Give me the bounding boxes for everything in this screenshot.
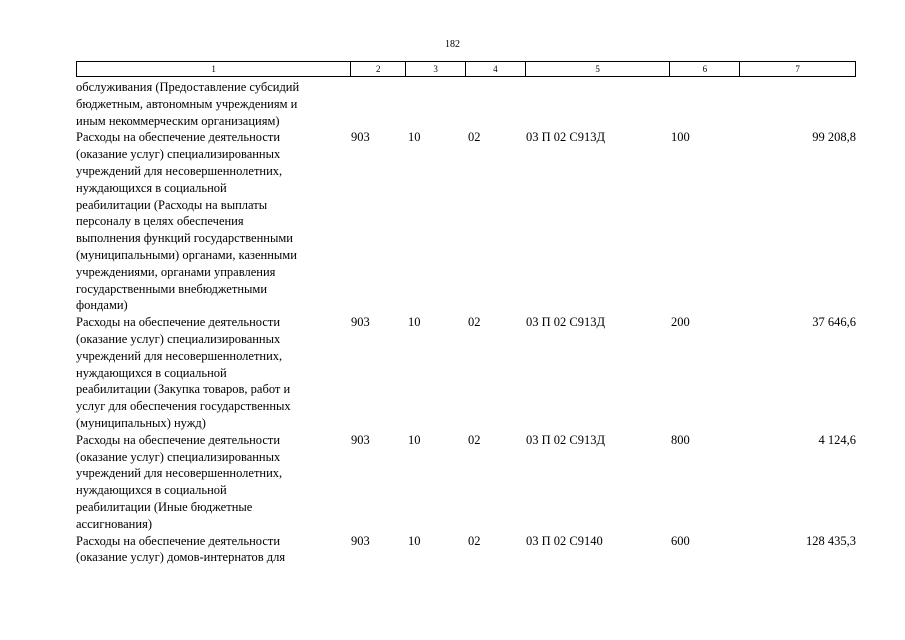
cell-subsection: 02 [468,130,481,145]
cell-section [406,79,466,129]
column-header-row [76,61,856,77]
cell-target-article: 03 П 02 С913Д [526,432,606,447]
cell-expense-type: 600 [671,533,690,548]
cell-amount [741,79,856,129]
column-header-6: 6 [670,62,740,76]
column-header-1: 1 [77,62,351,76]
row-description: Расходы на обеспечение деятельности (оказание услуг) специализированных учреждений для несовершеннолетних, нуждающихся в социальной реабилитации (Закупка товаров, работ и услуг для обеспечения государственных (муниципальных) нужд) [76,315,291,430]
cell-amount: 4 124,6 [818,432,856,447]
row-description: Расходы на обеспечение деятельности (оказание услуг) специализированных учреждений для несовершеннолетних, нуждающихся в социальной реабилитации (Иные бюджетные ассигнования) [76,432,283,531]
cell-ministry-code: 903 [351,315,370,330]
row-description: обслуживания (Предоставление субсидий бюджетным, автономным учреждениям и иным некоммерческим организациям) [76,80,300,128]
cell-target-article: 03 П 02 С9140 [526,533,603,548]
table-row [76,432,856,533]
cell-section: 10 [408,432,421,447]
cell-target-article: 03 П 02 С913Д [526,315,606,330]
cell-expense-type [671,79,741,129]
column-header-5: 5 [526,62,671,76]
cell-amount: 37 646,6 [812,315,856,330]
cell-expense-type: 800 [671,432,690,447]
cell-subsection [466,79,526,129]
cell-subsection: 02 [468,315,481,330]
cell-expense-type: 100 [671,130,690,145]
table-row [76,79,856,129]
column-header-4: 4 [466,62,526,76]
cell-ministry-code: 903 [351,130,370,145]
budget-table-body [76,79,856,566]
cell-target-article [526,79,671,129]
cell-section: 10 [408,533,421,548]
cell-section: 10 [408,130,421,145]
cell-subsection: 02 [468,533,481,548]
cell-amount: 99 208,8 [812,130,856,145]
column-header-3: 3 [406,62,466,76]
cell-ministry-code [351,79,406,129]
cell-amount: 128 435,3 [806,533,856,548]
table-row [76,129,856,314]
row-description: Расходы на обеспечение деятельности (оказание услуг) домов-интернатов для [76,533,286,565]
table-row [76,314,856,432]
cell-ministry-code: 903 [351,432,370,447]
column-header-7: 7 [795,64,800,74]
table-row [76,533,856,567]
cell-expense-type: 200 [671,315,690,330]
cell-section: 10 [408,315,421,330]
page-number: 182 [445,39,460,50]
column-header-2: 2 [351,62,406,76]
row-description: Расходы на обеспечение деятельности (оказание услуг) специализированных учреждений для несовершеннолетних, нуждающихся в социальной реабилитации (Расходы на выплаты персоналу в целях обеспечения выполнения функций государственными (муниципальными) органами, казенными учреждениями, органами управления государственными внебюджетными фондами) [76,130,297,313]
cell-subsection: 02 [468,432,481,447]
cell-ministry-code: 903 [351,533,370,548]
cell-target-article: 03 П 02 С913Д [526,130,606,145]
